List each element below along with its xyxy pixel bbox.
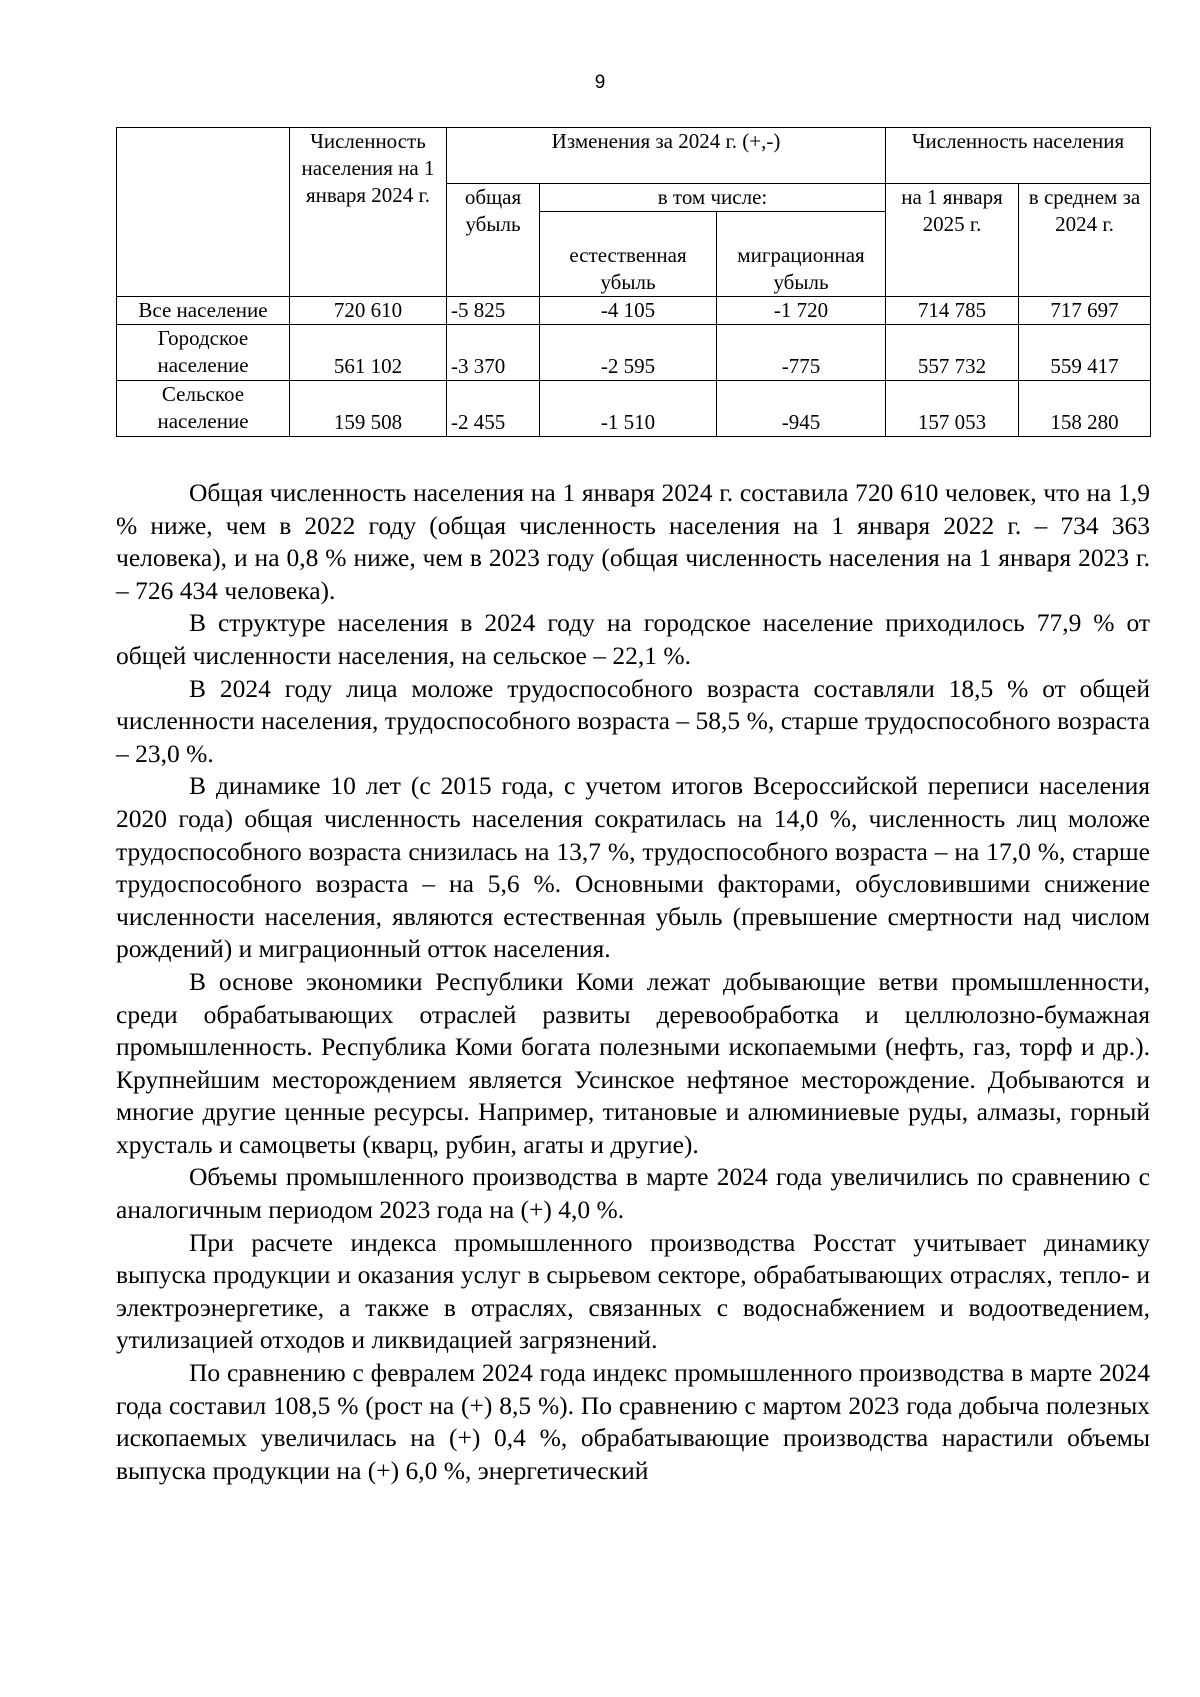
table-cell: 561 102	[290, 325, 447, 381]
paragraph: По сравнению с февралем 2024 года индекс промышленного производства в марте 2024 года составил 108,5 % (рост на (+) 8,5 %). По сравнению с мартом 2023 года добыча полезных ископаемых увеличилась на (+) 0,4 %, обрабатывающие производства нарастили объемы выпуска продукции на (+) 6,0 %, энергетический	[116, 1358, 1150, 1485]
paragraph: Объемы промышленного производства в марте 2024 года увеличились по сравнению с аналогичным периодом 2023 года на (+) 4,0 %.	[116, 1162, 1150, 1225]
page-number: 9	[594, 72, 606, 93]
table-cell: -3 370	[447, 325, 540, 381]
table-cell: 559 417	[1019, 325, 1151, 381]
table-cell: 158 280	[1019, 381, 1151, 437]
paragraph: В основе экономики Республики Коми лежат добывающие ветви промышленности, среди обрабатывающих отраслей развиты деревообработка и целлюлозно-бумажная промышленность. Республика Коми богата полезными ископаемыми (нефть, газ, торф и др.). Крупнейшим месторождением является Усинское нефтяное месторождение. Добываются и многие другие ценные ресурсы. Например, титановые и алюминиевые руды, алмазы, горный хрусталь и самоцветы (кварц, рубин, агаты и другие).	[116, 966, 1150, 1159]
table-row	[117, 297, 1151, 325]
header-total-loss: общая убыль	[447, 184, 540, 297]
paragraph: В 2024 году лица моложе трудоспособного возраста составляли 18,5 % от общей численности населения, трудоспособного возраста – 58,5 %, старше трудоспособного возраста – 23,0 %.	[116, 673, 1150, 768]
header-migration-loss: миграционная убыль	[717, 212, 886, 297]
table-cell: 157 053	[886, 381, 1019, 437]
header-changes: Изменения за 2024 г. (+,-)	[447, 128, 886, 184]
header-population-jan2024: Численность населения на 1 января 2024 г.	[290, 128, 447, 297]
header-population: Численность населения	[886, 128, 1151, 184]
table-cell: 714 785	[886, 297, 1019, 325]
header-jan2025: на 1 января 2025 г.	[886, 184, 1019, 297]
table-cell: 159 508	[290, 381, 447, 437]
table-cell: -945	[717, 381, 886, 437]
header-empty-cell	[117, 128, 290, 297]
table-cell: 557 732	[886, 325, 1019, 381]
table-cell: 717 697	[1019, 297, 1151, 325]
paragraph: При расчете индекса промышленного производства Росстат учитывает динамику выпуска продукции и оказания услуг в сырьевом секторе, обрабатывающих отраслях, тепло- и электроэнергетике, а также в отраслях, связанных с водоснабжением и водоотведением, утилизацией отходов и ликвидацией загрязнений.	[116, 1227, 1150, 1355]
body-text	[116, 477, 1150, 1487]
population-table	[116, 127, 1151, 437]
table-cell: -2 455	[447, 381, 540, 437]
table-row	[117, 325, 1151, 381]
paragraph: Общая численность населения на 1 января 2024 г. составила 720 610 человек, что на 1,9 % ниже, чем в 2022 году (общая численность населения на 1 января 2022 г. – 734 363 человека), и на 0,8 % ниже, чем в 2023 году (общая численность населения на 1 января 2023 г. – 726 434 человека).	[116, 478, 1150, 605]
paragraph: В структуре населения в 2024 году на городское население приходилось 77,9 % от общей численности населения, на сельское – 22,1 %.	[116, 608, 1150, 670]
row-label: Городское население	[117, 325, 290, 381]
table-cell: -5 825	[447, 297, 540, 325]
table-cell: -4 105	[540, 297, 717, 325]
header-including: в том числе:	[540, 184, 886, 212]
table-cell: -1 510	[540, 381, 717, 437]
table-row	[117, 381, 1151, 437]
table-cell: -1 720	[717, 297, 886, 325]
table-cell: 720 610	[290, 297, 447, 325]
row-label: Сельское население	[117, 381, 290, 437]
table-cell: -775	[717, 325, 886, 381]
paragraph: В динамике 10 лет (с 2015 года, с учетом итогов Всероссийской переписи населения 2020 года) общая численность населения сократилась на 14,0 %, численность лиц моложе трудоспособного возраста снизилась на 13,7 %, трудоспособного возраста – на 17,0 %, старше трудоспособного возраста – на 5,6 %. Основными факторами, обусловившими снижение численности населения, являются естественная убыль (превышение смертности над числом рождений) и миграционный отток населения.	[116, 771, 1150, 964]
row-label: Все население	[117, 297, 290, 325]
header-natural-loss: естественная убыль	[540, 212, 717, 297]
header-average2024: в среднем за 2024 г.	[1019, 184, 1151, 297]
table-cell: -2 595	[540, 325, 717, 381]
